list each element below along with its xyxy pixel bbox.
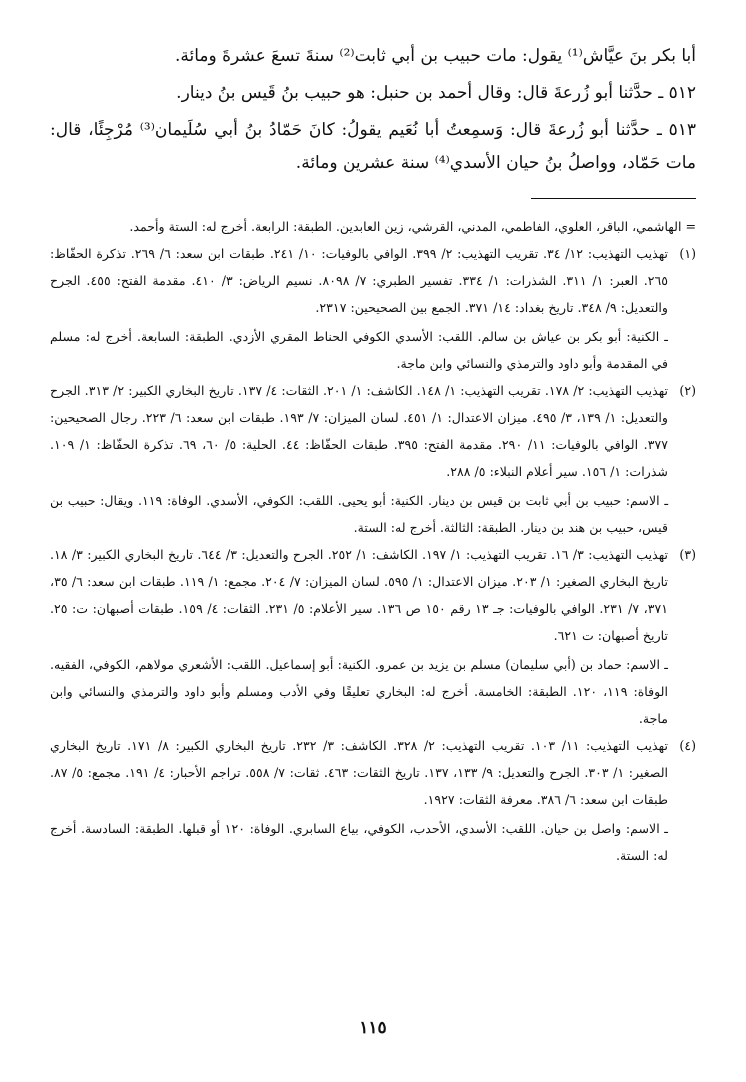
footnote-body [50,541,668,732]
footnote-bio: ـ الكنية: أبو بكر بن عياش بن سالم. اللقب: الأسدي الكوفي الحناط المقري الأزدي. الطبقة: السابعة. أخرج له: مسلم في المقدمة وأبو داود والترمذي والنسائي وابن ماجة. [50,329,668,371]
footnote-body [50,732,668,869]
footnote-bio: ـ الاسم: حبيب بن أبي ثابت بن قيس بن دينار. الكنية: أبو يحيى. اللقب: الكوفي، الأسدي. الوفاة: ١١٩. ويقال: حبيب بن قيس، حبيب بن هند بن دينار. الطبقة: الثالثة. أخرج له: الستة. [50,493,669,535]
page-number: ١١٥ [359,1018,387,1038]
footnote-bio: ـ الاسم: واصل بن حيان. اللقب: الأسدي، الأحدب، الكوفي، بياع السابري. الوفاة: ١٢٠ أو قبلها. الطبقة: السادسة. أخرج له: الستة. [50,821,668,863]
footnote-3 [50,541,696,732]
footnote-number: (١) [679,246,696,261]
main-text [50,40,696,180]
footnote-4 [50,732,696,869]
main-entry-513: ٥١٣ ـ حدَّثنا أبو زُرعةَ قال: وَسمِعتُ أبا نُعَيم يقولُ: كانَ حَمّادُ بنُ أبي سُلَيمان⁽³⁾ مُرْجِئًا، قال: مات حَمّاد، وواصلُ بنُ حيان الأسدي⁽⁴⁾ سنة عشرين ومائة. [50,120,696,173]
footnote-sources: تهذيب التهذيب: ١١/ ١٠٣. تقريب التهذيب: ٢/ ٣٢٨. الكاشف: ٣/ ٢٣٢. تاريخ البخاري الكبير: ٨/ ١٧١. تاريخ البخاري الصغير: ١/ ٣٠٣. الجرح والتعديل: ٩/ ١٣٣، ١٣٧. تاريخ الثقات: ٤٦٣. ثقات: ٧/ ٥٥٨. تراجم الأحبار: ٤/ ١٩١. مجمع: ٥/ ٨٧. طبقات ابن سعد: ٦/ ٣٨٦. معرفة الثقات: ١٩٢٧. [50,738,669,807]
footnote-body [50,377,668,541]
footnote-bio: ـ الاسم: حماد بن (أبي سليمان) مسلم بن يزيد بن عمرو. الكنية: أبو إسماعيل. اللقب: الأشعري مولاهم، الكوفي، الفقيه. الوفاة: ١١٩، ١٢٠. الطبقة: الخامسة. أخرج له: البخاري تعليقًا وفي الأدب ومسلم وأبو داود والترمذي والنسائي وابن ماجة. [50,657,668,726]
footnote-separator [531,198,696,199]
footnote-1 [50,240,696,377]
footnote-2 [50,377,696,541]
main-line-1: أبا بكر بنَ عيَّاش⁽¹⁾ يقول: مات حبيب بن أبي ثابت⁽²⁾ سنةَ تسعَ عشرةَ ومائة. [175,46,696,66]
footnote-sources: تهذيب التهذيب: ١٢/ ٣٤. تقريب التهذيب: ٢/ ٣٩٩. الوافي بالوفيات: ١٠/ ٢٤١. طبقات ابن سعد: ٦/ ٢٦٩. تذكرة الحفّاظ: ٢٦٥. العبر: ١/ ٣١١. الشذرات: ١/ ٣٣٤. تفسير الطبري: ٧/ ٨٠٩٨. نسيم الرياض: ٣/ ٤١٠. مقدمة الفتح: ٤٥٥. الجرح والتعديل: ٩/ ٣٤٨. تاريخ بغداد: ١٤/ ٣٧١. الجمع بين الصحيحين: ٢٣١٧. [50,246,669,315]
footnote-sources: تهذيب التهذيب: ٢/ ١٧٨. تقريب التهذيب: ١/ ١٤٨. الكاشف: ١/ ٢٠١. الثقات: ٤/ ١٣٧. تاريخ البخاري الكبير: ٢/ ٣١٣. الجرح والتعديل: ١/ ١٣٩، ٣/ ٤٩٥. ميزان الاعتدال: ١/ ٤٥١. لسان الميزان: ٧/ ١٩٣. طبقات ابن سعد: ٦/ ٢٢٣. رجال الصحيحين: ٣٧٧. الوافي بالوفيات: ١١/ ٢٩٠. مقدمة الفتح: ٣٩٥. طبقات الحفّاظ: ٤٤. الحلية: ٥/ ٦٠، ٦٩. تذكرة الحفّاظ: ١/ ١٠٩. شذرات: ١/ ١٥٦. سير أعلام النبلاء: ٥/ ٢٨٨. [50,383,669,479]
footnote-number: (٢) [679,383,696,398]
footnote-continuation: = الهاشمي، الباقر، العلوي، الفاطمي، المدني، القرشي، زين العابدين. الطبقة: الرابعة. أخرج له: الستة وأحمد. [129,219,696,234]
footnote-body [50,240,668,377]
footnote-sources: تهذيب التهذيب: ٣/ ١٦. تقريب التهذيب: ١/ ١٩٧. الكاشف: ١/ ٢٥٢. الجرح والتعديل: ٣/ ٦٤٤. تاريخ البخاري الكبير: ٣/ ١٨. تاريخ البخاري الصغير: ١/ ٢٠٣. ميزان الاعتدال: ١/ ٥٩٥. لسان الميزان: ٧/ ٢٠٤. مجمع: ١/ ١١٩. طبقات ابن سعد: ٦/ ٣٥، ٣٧١، ٧/ ٢٣١. الوافي بالوفيات: جـ ١٣ رقم ١٥٠ ص ١٣٦. سير الأعلام: ٥/ ٢٣١. الثقات: ٤/ ١٥٩. طبقات أصبهان: ت: ٢٥. تاريخ أصبهان: ت ٦٢١. [50,547,669,643]
footnotes [50,213,696,869]
footnote-number: (٣) [679,547,696,562]
main-entry-512: ٥١٢ ـ حدَّثنا أبو زُرعةَ قال: وقال أحمد بن حنبل: هو حبيب بنُ قَيس بنُ دينار. [176,83,696,103]
footnote-number: (٤) [679,738,696,753]
